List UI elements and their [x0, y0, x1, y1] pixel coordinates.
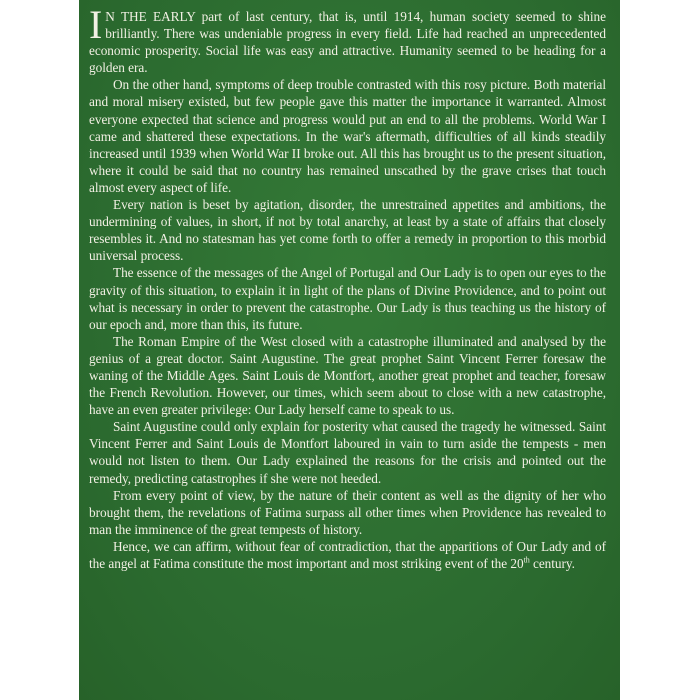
ordinal-superscript: th	[523, 555, 530, 565]
paragraph-1-text: N THE EARLY part of last century, that is, until 1914, human society seemed to shine brilliantly. There was undeniable progress in every field. Life had reached an unprecedented economic prosperity. Social life was easy and attractive. Humanity seemed to be heading for a golden era.	[89, 9, 606, 76]
paragraph-4: The essence of the messages of the Angel of Portugal and Our Lady is to open our eyes to the gravity of this situation, to explain it in light of the plans of Divine Providence, and to point out what is necessary in order to prevent the catastrophe. Our Lady is thus teaching us the history of our epoch and, more than this, its future.	[89, 265, 606, 332]
paragraph-3: Every nation is beset by agitation, disorder, the unrestrained appetites and ambitions, the undermining of values, in short, if not by total anarchy, at least by a state of affairs that closely resembles it. And no statesman has yet come forth to offer a remedy in proportion to this morbid universal process.	[89, 197, 606, 264]
green-page-panel	[79, 0, 620, 700]
paragraph-6: Saint Augustine could only explain for posterity what caused the tragedy he witnessed. Saint Vincent Ferrer and Saint Louis de Montfort laboured in vain to turn aside the tempests - men would not listen to them. Our Lady explained the reasons for the crisis and pointed out the remedy, predicting catastrophes if she were not heeded.	[89, 419, 606, 486]
paragraph-2: On the other hand, symptoms of deep trouble contrasted with this rosy picture. Both material and moral misery existed, but few people gave this matter the importance it warranted. Almost everyone expected that science and progress would put an end to all the problems. World War I came and shattered these expectations. In the war's aftermath, difficulties of all kinds steadily increased until 1939 when World War II broke out. All this has brought us to the present situation, where it could be said that no country has remained unscathed by the grave crises that touch almost every aspect of life.	[89, 77, 606, 195]
paragraph-8	[89, 538, 606, 572]
paragraph-7: From every point of view, by the nature of their content as well as the dignity of her who brought them, the revelations of Fatima surpass all other times when Providence has revealed to man the imminence of the great tempests of history.	[89, 487, 606, 537]
paragraph-1	[89, 2, 606, 76]
drop-cap: I	[89, 2, 103, 47]
paragraph-5: The Roman Empire of the West closed with a catastrophe illuminated and analysed by the genius of a great doctor. Saint Augustine. The great prophet Saint Vincent Ferrer foresaw the waning of the Middle Ages. Saint Louis de Montfort, another great prophet and teacher, foresaw the French Revolution. However, our times, which seem about to close with a new catastrophe, have an even greater privilege: Our Lady herself came to speak to us.	[89, 333, 606, 418]
paragraph-8-text: Hence, we can affirm, without fear of contradiction, that the apparitions of Our Lady and of the angel at Fatima constitute the most important and most striking event of the 20	[89, 538, 606, 571]
paragraph-8-end: century.	[529, 556, 575, 571]
body-text	[89, 2, 606, 572]
